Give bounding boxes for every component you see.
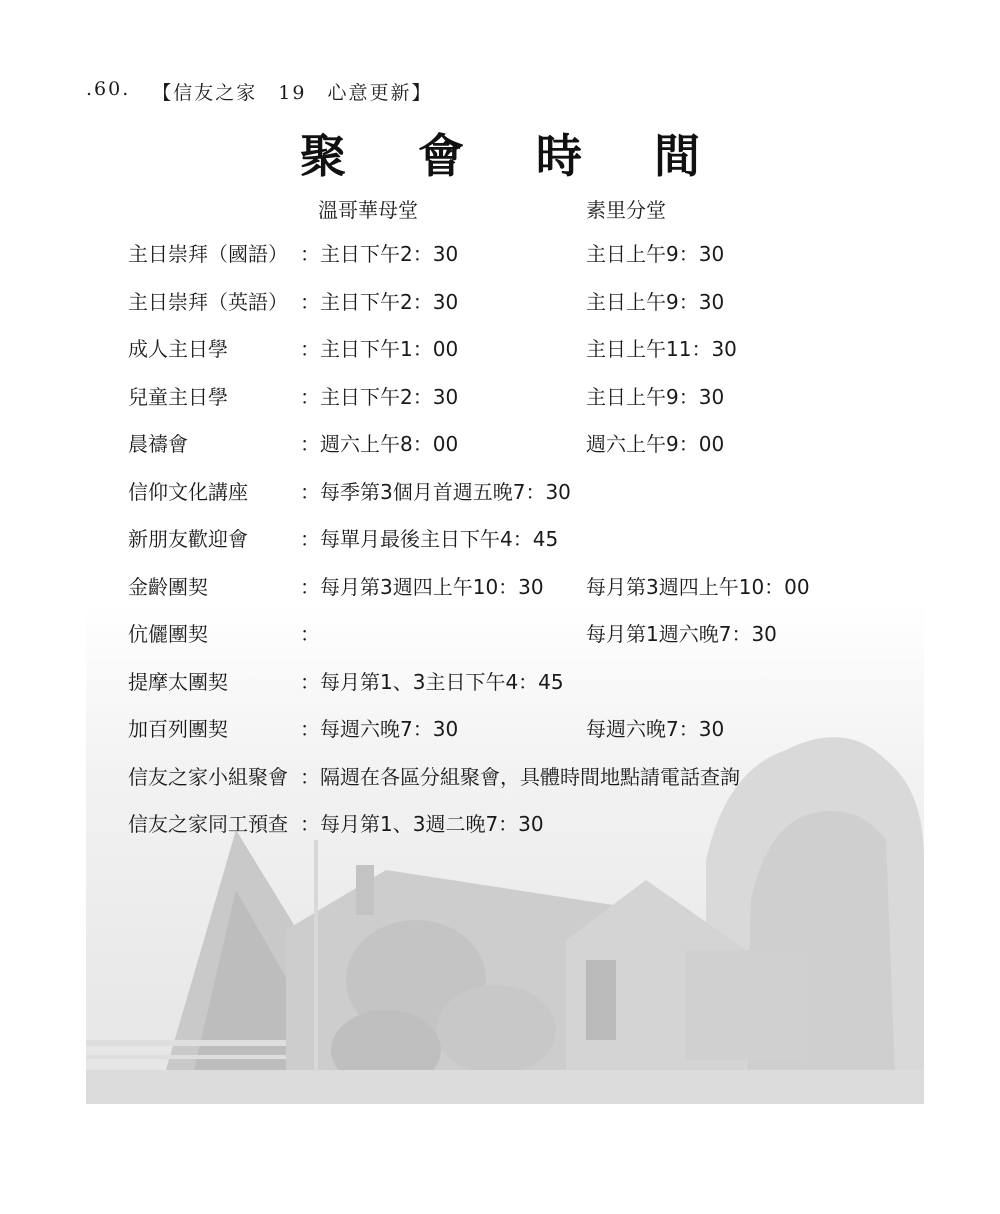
meeting-name: 信仰文化講座 xyxy=(128,479,248,504)
surrey-time: 主日上午9：30 xyxy=(586,384,725,409)
vancouver-time: 隔週在各區分組聚會，具體時間地點請電話查詢 xyxy=(320,764,740,789)
meeting-name: 金齡團契 xyxy=(128,574,208,599)
meeting-name: 伉儷團契 xyxy=(128,622,208,646)
vancouver-time: 主日下午2：30 xyxy=(320,242,459,266)
schedule-row xyxy=(128,286,928,334)
meeting-name: 信友之家同工預查 xyxy=(128,812,288,836)
separator-colon: ： xyxy=(300,764,320,789)
column-header-vancouver: 溫哥華母堂 xyxy=(318,198,418,222)
schedule-row xyxy=(128,571,928,619)
meeting-name: 主日崇拜（英語） xyxy=(128,289,288,314)
meeting-name: 兒童主日學 xyxy=(128,384,228,409)
separator-colon: ： xyxy=(300,432,320,456)
separator-colon: ： xyxy=(300,574,320,599)
vancouver-time: 週六上午8：00 xyxy=(320,432,459,456)
separator-colon: ： xyxy=(300,622,320,646)
surrey-time: 每週六晚7：30 xyxy=(586,717,725,741)
meeting-name: 加百列團契 xyxy=(128,717,228,741)
surrey-time: 週六上午9：00 xyxy=(586,432,725,456)
vancouver-time: 每單月最後主日下午4：45 xyxy=(320,527,559,551)
schedule-row xyxy=(128,713,928,761)
meeting-name: 成人主日學 xyxy=(128,337,228,361)
vancouver-time: 每季第3個月首週五晚7：30 xyxy=(320,479,571,504)
page-number: .60. xyxy=(86,78,131,100)
page-header xyxy=(86,78,432,105)
schedule-row xyxy=(128,618,928,666)
meeting-name: 晨禱會 xyxy=(128,432,188,456)
separator-colon: ： xyxy=(300,717,320,741)
schedule-row xyxy=(128,238,928,286)
surrey-time: 主日上午9：30 xyxy=(586,289,725,314)
schedule-row xyxy=(128,476,928,524)
vancouver-time: 主日下午1：00 xyxy=(320,337,459,361)
schedule-row xyxy=(128,523,928,571)
vancouver-time: 主日下午2：30 xyxy=(320,289,459,314)
schedule-table xyxy=(128,238,928,856)
vancouver-time: 每月第1、3週二晚7：30 xyxy=(320,812,544,836)
separator-colon: ： xyxy=(300,527,320,551)
column-header-surrey: 素里分堂 xyxy=(586,198,666,222)
meeting-name: 新朋友歡迎會 xyxy=(128,527,248,551)
meeting-name: 主日崇拜（國語） xyxy=(128,242,288,266)
schedule-row xyxy=(128,666,928,714)
schedule-row xyxy=(128,381,928,429)
vancouver-time: 每週六晚7：30 xyxy=(320,717,459,741)
surrey-time: 每月第3週四上午10：00 xyxy=(586,574,810,599)
page-title: 聚 會 時 間 xyxy=(299,129,729,183)
separator-colon: ： xyxy=(300,384,320,409)
separator-colon: ： xyxy=(300,242,320,266)
meeting-name: 信友之家小組聚會 xyxy=(128,764,288,789)
vancouver-time: 每月第1、3主日下午4：45 xyxy=(320,669,564,694)
vancouver-time: 每月第3週四上午10：30 xyxy=(320,574,544,599)
separator-colon: ： xyxy=(300,289,320,314)
surrey-time: 主日上午9：30 xyxy=(586,242,725,266)
separator-colon: ： xyxy=(300,337,320,361)
schedule-row xyxy=(128,808,928,856)
separator-colon: ： xyxy=(300,669,320,694)
surrey-time: 每月第1週六晚7：30 xyxy=(586,622,777,646)
surrey-time: 主日上午11：30 xyxy=(586,337,737,361)
vancouver-time: 主日下午2：30 xyxy=(320,384,459,409)
publication-title: 【信友之家 19 心意更新】 xyxy=(152,82,433,104)
schedule-row xyxy=(128,761,928,809)
schedule-row xyxy=(128,428,928,476)
schedule-row xyxy=(128,333,928,381)
meeting-name: 提摩太團契 xyxy=(128,669,228,694)
separator-colon: ： xyxy=(300,812,320,836)
separator-colon: ： xyxy=(300,479,320,504)
